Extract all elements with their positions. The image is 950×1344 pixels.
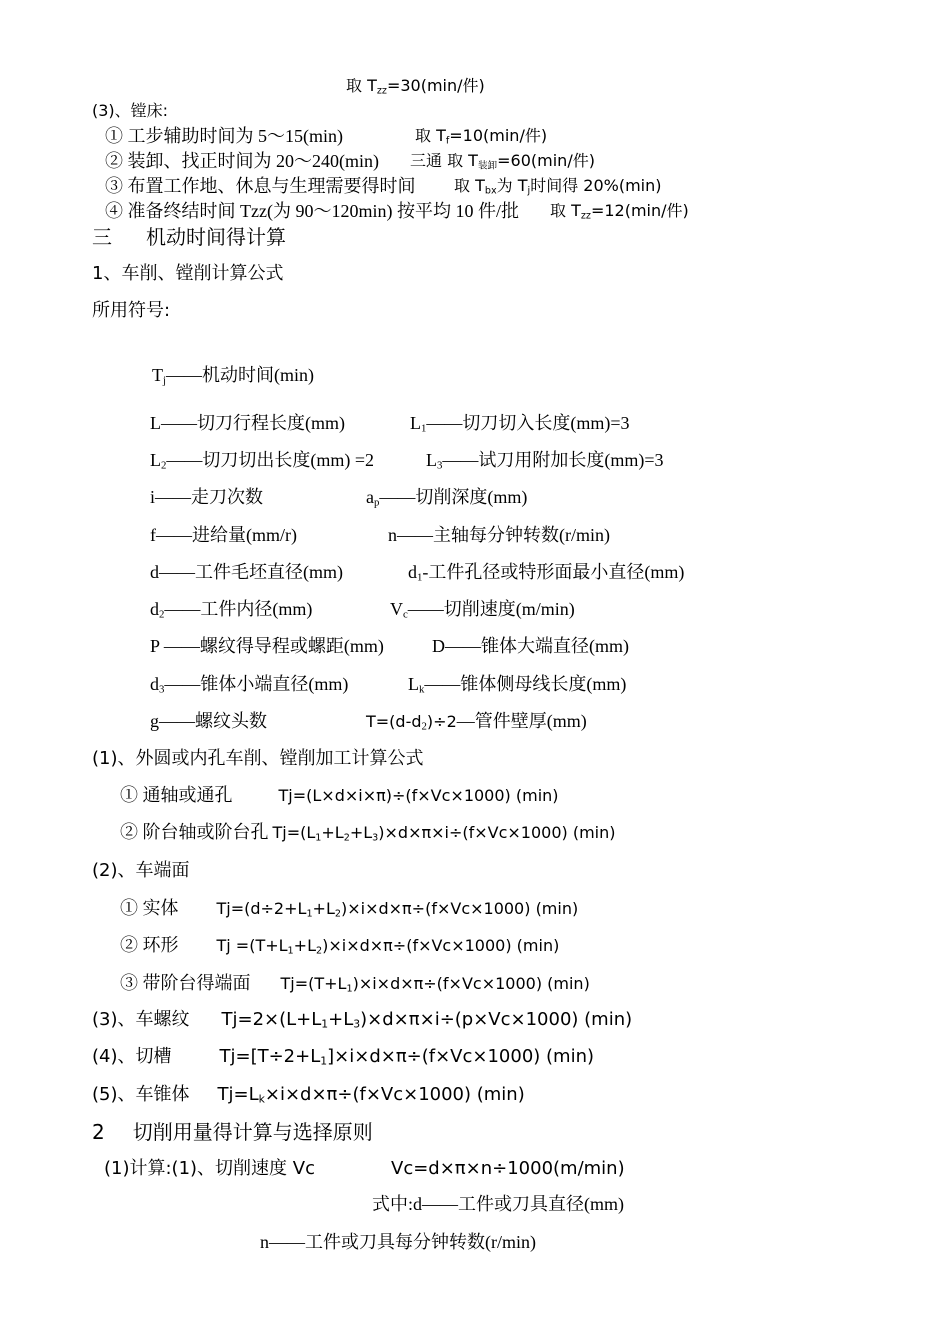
formula-section-2: (2)、车端面 — [92, 860, 190, 881]
symbol-tj: $T_j——$机动时间(min) — [152, 365, 314, 387]
cutting-speed-note-d: 式中:d——工件或刀具直径(mm) — [372, 1194, 624, 1214]
formula-1b: ② 阶台轴或阶台孔 $Tj=(L_1+L_2+L_3)\times d\times\pi\times i\div(f\times Vc\times 1000)$ (min) — [120, 822, 616, 844]
section-boring-heading: (3)、镗床: — [92, 101, 169, 120]
symbol-l1: $L_1——$切刀切入长度(mm)=3 — [410, 413, 630, 435]
line-tzz-30: 取 $T_{zz}=30(\min/$件) — [346, 76, 485, 97]
section-heading-3: 三 机动时间得计算 — [92, 225, 286, 249]
formula-2b: ② 环形 $Tj =(T+L_1+L_2)\times i\times d\times\pi\div(f\times Vc\times 1000)$ (min) — [120, 935, 560, 957]
cutting-speed-note-n: n——工件或刀具每分钟转数(r/min) — [260, 1232, 536, 1252]
formula-2c: ③ 带阶台得端面 $Tj=(T+L_1)\times i\times d\times\pi\div(f\times Vc\times 1000)$ (min) — [120, 973, 590, 995]
formula-4: (4)、切槽 $Tj=[T\div 2+L_1]\times i\times d\times\pi\div(f\times Vc\times 1000)$ (min) — [92, 1046, 595, 1068]
boring-item-3-value: 取 $T_{bx}$为 $T_j$时间得 20%(min) — [454, 176, 662, 197]
formula-2a: ① 实体 $Tj=(d\div 2+L_1+L_2)\times i\times d\times\pi\div(f\times Vc\times 1000)$ (min) — [120, 898, 579, 920]
boring-item-1-value: 取 $T_f=10(\min/$件) — [415, 126, 548, 147]
symbol-d: d——工件毛坯直径(mm) — [150, 562, 343, 582]
symbol-p: P ——螺纹得导程或螺距(mm) — [150, 636, 384, 656]
symbol-i: i——走刀次数 — [150, 487, 264, 507]
boring-item-3: ③ 布置工作地、休息与生理需要得时间 — [105, 176, 416, 196]
boring-item-4-value: 取 $T_{zz}=12(\min/$件) — [550, 201, 689, 222]
symbols-title: 所用符号: — [92, 300, 171, 321]
symbol-wall-thickness: $T=(d-d_2)\div 2—$管件壁厚(mm) — [366, 711, 587, 733]
symbol-n: n——主轴每分钟转数(r/min) — [388, 525, 610, 545]
boring-item-2-value: 三通 取 $T_{装卸}=60(\min/$件) — [410, 151, 595, 172]
symbol-d2: $d_2——$工件内径(mm) — [150, 599, 313, 621]
symbol-l2: $L_2——$切刀切出长度(mm) =2 — [150, 450, 375, 472]
subsection-heading-1: 1、车削、镗削计算公式 — [92, 263, 284, 284]
boring-item-1: ① 工步辅助时间为 5～15(min) — [105, 126, 343, 146]
symbol-big-d: D——锥体大端直径(mm) — [432, 636, 629, 656]
subsection-heading-2: 2 切削用量得计算与选择原则 — [92, 1120, 373, 1144]
symbol-ap: $a_p——$切削深度(mm) — [366, 487, 528, 509]
symbol-g: g——螺纹头数 — [150, 711, 267, 731]
symbol-vc: $V_c——$切削速度(m/min) — [390, 599, 575, 621]
symbol-l3: $L_3——$试刀用附加长度(mm)=3 — [426, 450, 664, 472]
boring-item-4: ④ 准备终结时间 Tzz(为 90～120min) 按平均 10 件/批 — [105, 201, 519, 221]
symbol-d1: $d_1-$工件孔径或特形面最小直径(mm) — [408, 562, 685, 584]
symbol-f: f——进给量(mm/r) — [150, 525, 297, 545]
formula-section-1: (1)、外圆或内孔车削、镗削加工计算公式 — [92, 748, 424, 769]
symbol-l: L——切刀行程长度(mm) — [150, 413, 345, 433]
boring-item-2: ② 装卸、找正时间为 20～240(min) — [105, 151, 379, 171]
formula-1a: ① 通轴或通孔 Tj=(L×d×i×π)÷(f×Vc×1000) (min) — [120, 785, 559, 805]
formula-3: (3)、车螺纹 $Tj=2\times(L+L_1+L_3)\times d\times\pi\times i\div(p\times Vc\times 1000)$ (min) — [92, 1009, 633, 1031]
cutting-speed-formula: (1)计算:(1)、切削速度 Vc Vc=d×π×n÷1000(m/min) — [104, 1158, 625, 1179]
symbol-lk: $L_k——$锥体侧母线长度(mm) — [408, 674, 627, 696]
formula-5: (5)、车锥体 $Tj=L_k\times i\times d\times\pi\div(f\times Vc\times 1000)$ (min) — [92, 1084, 525, 1106]
symbol-d3: $d_3——$锥体小端直径(mm) — [150, 674, 349, 696]
